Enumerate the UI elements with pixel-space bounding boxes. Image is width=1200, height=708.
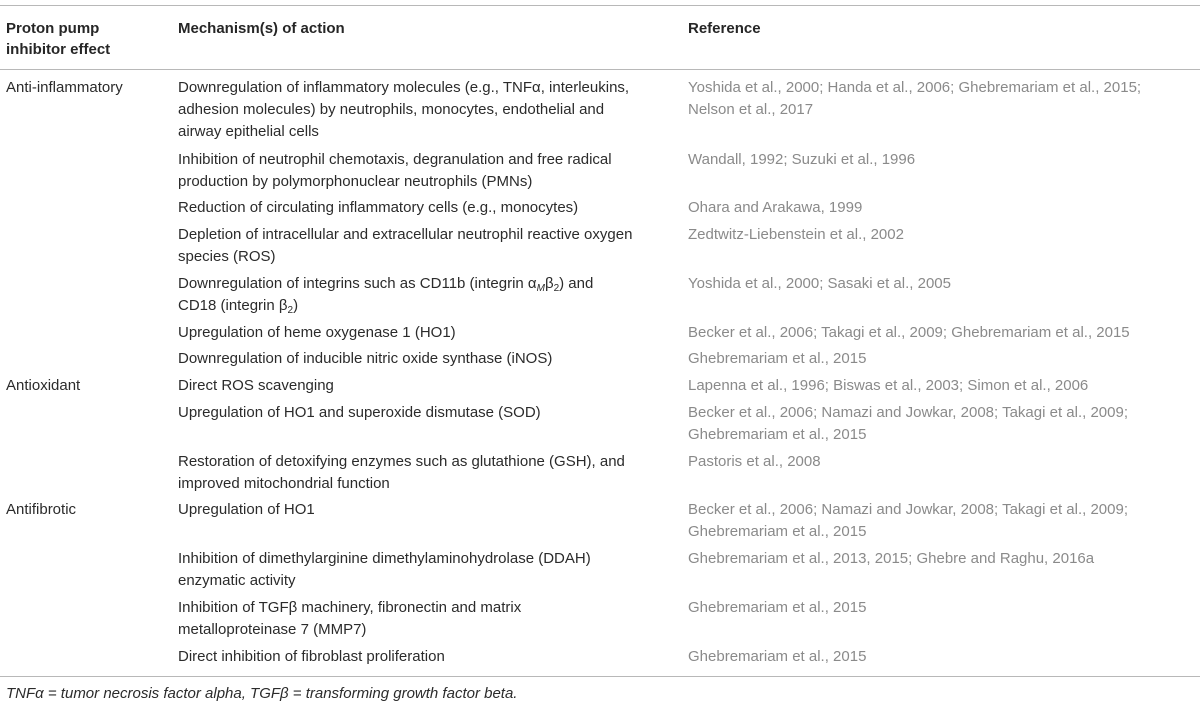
mechanism-line: airway epithelial cells xyxy=(178,123,319,140)
reference-line: Yoshida et al., 2000; Handa et al., 2006; Ghebremariam et al., 2015; xyxy=(688,79,1142,96)
mechanism-line: production by polymorphonuclear neutrophils (PMNs) xyxy=(178,173,533,190)
mechanism-line: Depletion of intracellular and extracellular neutrophil reactive oxygen xyxy=(178,226,633,243)
table-row-mechanism xyxy=(178,348,552,370)
table-row-mechanism xyxy=(178,273,593,317)
reference-line: Ohara and Arakawa, 1999 xyxy=(688,199,863,216)
table-footnote: TNFα = tumor necrosis factor alpha, TGFβ = transforming growth factor beta. xyxy=(6,685,518,702)
reference-line: Wandall, 1992; Suzuki et al., 1996 xyxy=(688,151,916,168)
mechanism-line: adhesion molecules) by neutrophils, monocytes, endothelial and xyxy=(178,101,605,118)
mechanism-text: CD18 (integrin β xyxy=(178,297,288,314)
header-effect-line1: Proton pump xyxy=(6,20,100,37)
header-reference: Reference xyxy=(688,20,761,37)
header-mechanism: Mechanism(s) of action xyxy=(178,20,345,37)
table-row-mechanism xyxy=(178,149,612,193)
mechanism-line xyxy=(178,273,593,295)
reference-line: Becker et al., 2006; Takagi et al., 2009; Ghebremariam et al., 2015 xyxy=(688,324,1130,341)
table-row-reference xyxy=(688,77,1141,121)
table-row-reference xyxy=(688,348,866,370)
mechanism-line: Upregulation of HO1 and superoxide dismutase (SOD) xyxy=(178,404,541,421)
table-row-reference xyxy=(688,548,1094,570)
reference-line: Ghebremariam et al., 2015 xyxy=(688,599,867,616)
mechanism-line xyxy=(178,295,593,317)
group-antioxidant: Antioxidant xyxy=(6,377,81,394)
mechanism-line: Inhibition of TGFβ machinery, fibronectin and matrix xyxy=(178,599,522,616)
table-row-reference xyxy=(688,224,904,246)
mechanism-text: β xyxy=(544,275,554,292)
subscript: 2 xyxy=(553,283,560,294)
table-bottom-rule xyxy=(0,676,1200,677)
table-row-mechanism xyxy=(178,646,445,668)
table-row-mechanism xyxy=(178,375,334,397)
mechanism-line: Restoration of detoxifying enzymes such as glutathione (GSH), and xyxy=(178,453,625,470)
reference-line: Nelson et al., 2017 xyxy=(688,101,814,118)
mechanism-text: ) xyxy=(293,297,299,314)
mechanism-line: species (ROS) xyxy=(178,248,276,265)
table-row-reference xyxy=(688,322,1130,344)
table-row-reference xyxy=(688,273,951,295)
table-row-mechanism xyxy=(178,499,315,521)
reference-line: Ghebremariam et al., 2013, 2015; Ghebre and Raghu, 2016a xyxy=(688,550,1095,567)
group-antifibrotic: Antifibrotic xyxy=(6,501,77,518)
table-row-reference xyxy=(688,197,862,219)
mechanism-line: Inhibition of dimethylarginine dimethylaminohydrolase (DDAH) xyxy=(178,550,591,567)
table-row-mechanism xyxy=(178,548,591,592)
header-effect xyxy=(6,18,110,60)
reference-line: Zedtwitz-Liebenstein et al., 2002 xyxy=(688,226,904,243)
table-row-mechanism xyxy=(178,597,521,641)
reference-line: Pastoris et al., 2008 xyxy=(688,453,821,470)
mechanism-line: Upregulation of heme oxygenase 1 (HO1) xyxy=(178,324,456,341)
table-row-mechanism xyxy=(178,224,632,268)
table-row-mechanism xyxy=(178,77,629,143)
group-anti-inflammatory: Anti-inflammatory xyxy=(6,79,123,96)
header-effect-line2: inhibitor effect xyxy=(6,41,111,58)
table-row-reference xyxy=(688,499,1128,543)
header-rule xyxy=(0,69,1200,70)
mechanism-line: Reduction of circulating inflammatory cells (e.g., monocytes) xyxy=(178,199,579,216)
subscript: M xyxy=(536,283,545,294)
reference-line: Yoshida et al., 2000; Sasaki et al., 2005 xyxy=(688,275,951,292)
mechanism-line: Downregulation of inducible nitric oxide synthase (iNOS) xyxy=(178,350,553,367)
mechanism-line: improved mitochondrial function xyxy=(178,475,390,492)
mechanism-line: Direct ROS scavenging xyxy=(178,377,334,394)
table-row-reference xyxy=(688,402,1128,446)
mechanism-line: Upregulation of HO1 xyxy=(178,501,315,518)
table-row-reference xyxy=(688,375,1088,397)
reference-line: Ghebremariam et al., 2015 xyxy=(688,350,867,367)
table-row-reference xyxy=(688,451,821,473)
reference-line: Lapenna et al., 1996; Biswas et al., 2003; Simon et al., 2006 xyxy=(688,377,1089,394)
table-row-reference xyxy=(688,646,866,668)
table-top-rule xyxy=(0,5,1200,6)
mechanism-line: Inhibition of neutrophil chemotaxis, degranulation and free radical xyxy=(178,151,612,168)
subscript: 2 xyxy=(287,305,294,316)
reference-line: Becker et al., 2006; Namazi and Jowkar, 2008; Takagi et al., 2009; xyxy=(688,404,1128,421)
mechanism-line: metalloproteinase 7 (MMP7) xyxy=(178,621,367,638)
table-row-mechanism xyxy=(178,402,541,424)
reference-line: Ghebremariam et al., 2015 xyxy=(688,648,867,665)
table-row-reference xyxy=(688,149,915,171)
reference-line: Ghebremariam et al., 2015 xyxy=(688,523,867,540)
mechanism-line: Direct inhibition of fibroblast proliferation xyxy=(178,648,445,665)
mechanism-text: Downregulation of integrins such as CD11b (integrin α xyxy=(178,275,537,292)
reference-line: Ghebremariam et al., 2015 xyxy=(688,426,867,443)
mechanism-line: enzymatic activity xyxy=(178,572,296,589)
table-row-mechanism xyxy=(178,322,456,344)
reference-line: Becker et al., 2006; Namazi and Jowkar, 2008; Takagi et al., 2009; xyxy=(688,501,1128,518)
table-row-mechanism xyxy=(178,451,625,495)
table-row-mechanism xyxy=(178,197,578,219)
mechanism-text: ) and xyxy=(559,275,594,292)
mechanism-line: Downregulation of inflammatory molecules (e.g., TNFα, interleukins, xyxy=(178,79,630,96)
table-row-reference xyxy=(688,597,866,619)
